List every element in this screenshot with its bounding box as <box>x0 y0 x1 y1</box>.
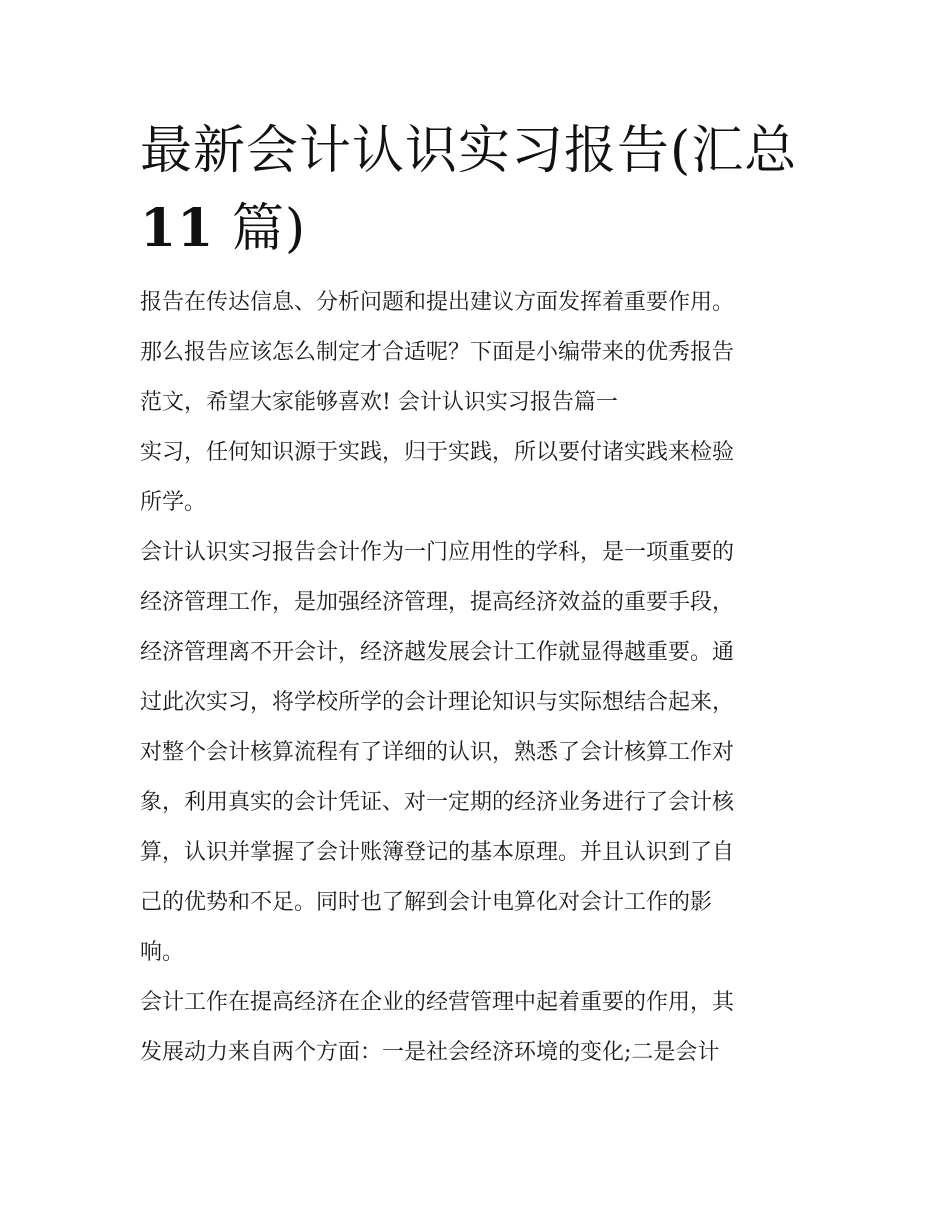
title-suffix: 篇) <box>214 199 307 259</box>
body-line: 过此次实习，将学校所学的会计理论知识与实际想结合起来， <box>140 690 735 715</box>
body-line: 己的优势和不足。同时也了解到会计电算化对会计工作的影 <box>140 890 713 915</box>
title-line-1: 最新会计认识实习报告(汇总 <box>140 121 798 181</box>
body-line: 那么报告应该怎么制定才合适呢？下面是小编带来的优秀报告 <box>140 340 735 365</box>
body-line: 象，利用真实的会计凭证、对一定期的经济业务进行了会计核 <box>140 790 735 815</box>
body-line: 经济管理离不开会计，经济越发展会计工作就显得越重要。通 <box>140 640 735 665</box>
body-line: 对整个会计核算流程有了详细的认识，熟悉了会计核算工作对 <box>140 740 735 765</box>
document-body <box>140 278 820 1078</box>
body-line: 响。 <box>140 940 185 965</box>
body-line: 范文，希望大家能够喜欢! 会计认识实习报告篇一 <box>140 390 618 415</box>
document-title <box>140 112 830 268</box>
title-count: 11 <box>140 198 215 259</box>
body-line: 算，认识并掌握了会计账簿登记的基本原理。并且认识到了自 <box>140 840 735 865</box>
body-line: 发展动力来自两个方面：一是社会经济环境的变化;二是会计 <box>140 1040 720 1065</box>
body-line: 实习，任何知识源于实践，归于实践，所以要付诸实践来检验 <box>140 440 735 465</box>
body-line: 会计工作在提高经济在企业的经营管理中起着重要的作用，其 <box>140 990 735 1015</box>
body-line: 会计认识实习报告会计作为一门应用性的学科，是一项重要的 <box>140 540 735 565</box>
body-line: 经济管理工作，是加强经济管理，提高经济效益的重要手段， <box>140 590 735 615</box>
body-line: 所学。 <box>140 490 207 515</box>
body-line: 报告在传达信息、分析问题和提出建议方面发挥着重要作用。 <box>140 290 735 315</box>
